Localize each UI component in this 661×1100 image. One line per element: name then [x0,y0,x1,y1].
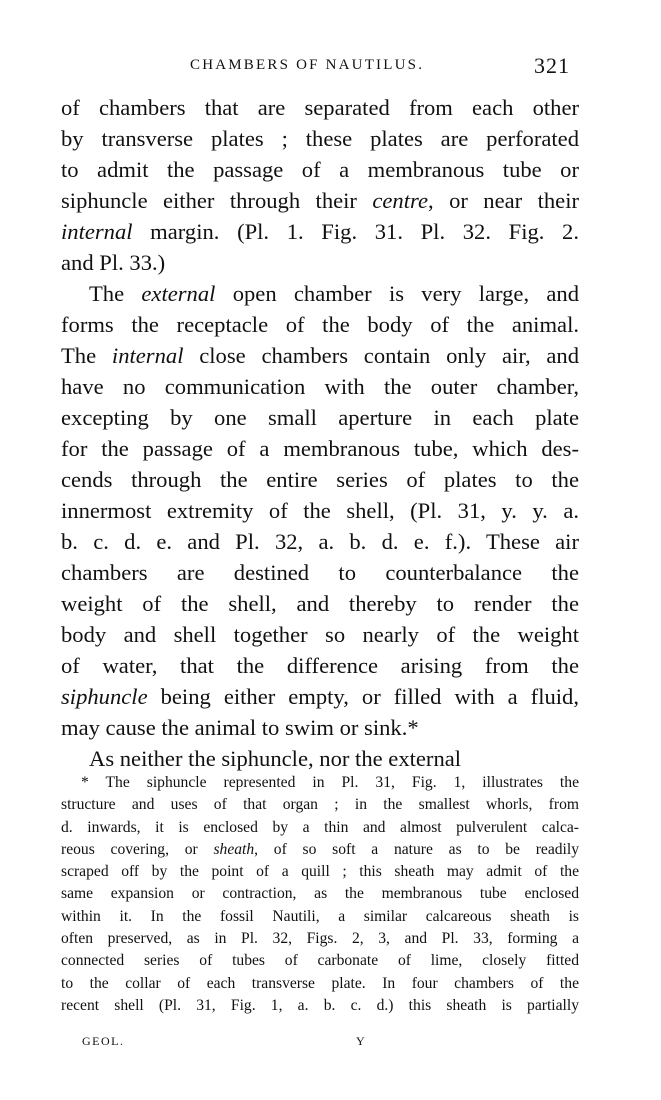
text-run: often preserved, as in Pl. 32, Figs. 2, 3, and Pl. 33, forming a [61,930,579,948]
text-run: scraped off by the point of a quill ; this sheath may admit of the [61,863,579,881]
text-run: being either empty, or filled with a fluid, [147,684,579,709]
text-line [61,928,579,950]
text-run: may cause the animal to swim or sink.* [61,715,419,740]
text-run: b. c. d. e. and Pl. 32, a. b. d. e. f.). These air [61,529,579,554]
page-header [60,55,580,85]
text-line [61,154,579,185]
text-line [61,883,579,905]
text-line [61,123,579,154]
page-number: 321 [534,53,570,78]
text-run: to admit the passage of a membranous tube or [61,157,579,182]
text-line [61,681,579,712]
text-line [61,817,579,839]
text-line [61,794,579,816]
text-line [61,772,579,794]
text-line [61,906,579,928]
text-run: d. inwards, it is enclosed by a thin and almost pulverulent calca- [61,818,579,836]
running-title: CHAMBERS OF NAUTILUS. [190,57,425,73]
text-run: The [61,343,112,368]
text-line [61,278,579,309]
text-line [61,216,579,247]
text-line [61,433,579,464]
text-run: The [89,281,142,306]
text-run: for the passage of a membranous tube, which des- [61,436,579,461]
text-run: body and shell together so nearly of the weight [61,622,579,647]
body-text [61,92,579,774]
text-run: to the collar of each transverse plate. In four chambers of the [61,974,579,992]
text-run: same expansion or contraction, as the membranous tube enclosed [61,885,579,903]
text-line [61,340,579,371]
text-line [61,650,579,681]
text-line [61,973,579,995]
text-run: of chambers that are separated from each other [61,95,579,120]
text-run: by transverse plates ; these plates are perforated [61,126,579,151]
text-run: margin. (Pl. 1. Fig. 31. Pl. 32. Fig. 2. [132,219,579,244]
footnote [61,772,579,1017]
text-run: of water, that the difference arising from the [61,653,579,678]
text-line [61,995,579,1017]
text-line [61,619,579,650]
text-line [61,839,579,861]
text-line [61,557,579,588]
text-run: structure and uses of that organ ; in the smallest whorls, from [61,796,579,814]
text-line [61,588,579,619]
text-run: cends through the entire series of plates to the [61,467,579,492]
text-run: open chamber is very large, and [215,281,579,306]
text-run: * The siphuncle represented in Pl. 31, Fig. 1, illustrates the [81,774,579,791]
text-run: innermost extremity of the shell, (Pl. 31, y. y. a. [61,498,579,523]
text-run: have no communication with the outer chamber, [61,374,579,399]
text-run: , of so soft a nature as to be readily [254,840,579,858]
text-line [61,309,579,340]
text-line [61,185,579,216]
italic-text: internal [111,343,184,368]
text-line [61,464,579,495]
text-run: within it. In the fossil Nautili, a similar calcareous sheath is [61,907,579,925]
italic-text: internal [61,219,133,244]
text-run: weight of the shell, and thereby to render the [61,591,579,616]
text-line [61,950,579,972]
text-run: forms the receptacle of the body of the animal. [61,312,579,337]
text-line [61,743,579,774]
text-run: chambers are destined to counterbalance the [61,560,579,585]
text-line [61,92,579,123]
sheet-mark: Y [356,1034,365,1048]
text-run: siphuncle either through their [61,188,373,213]
italic-text: centre [372,188,428,213]
text-run: As neither the siphuncle, nor the external [89,746,462,771]
text-run: excepting by one small aperture in each plate [61,405,579,430]
text-line [61,371,579,402]
text-line [61,247,579,278]
text-run: recent shell (Pl. 31, Fig. 1, a. b. c. d.) this sheath is partially [61,996,579,1014]
text-line [61,712,579,743]
italic-text: siphuncle [61,684,148,709]
text-line [61,402,579,433]
text-line [61,526,579,557]
text-line [61,861,579,883]
printer-signature: GEOL. [82,1034,125,1048]
italic-text: sheath [213,840,255,858]
text-line [61,495,579,526]
text-run: reous covering, or [61,840,214,858]
text-run: , or near their [428,188,579,213]
text-run: connected series of tubes of carbonate of lime, closely fitted [61,952,579,970]
text-run: close chambers contain only air, and [183,343,580,368]
italic-text: external [141,281,216,306]
text-run: and Pl. 33.) [61,250,166,275]
